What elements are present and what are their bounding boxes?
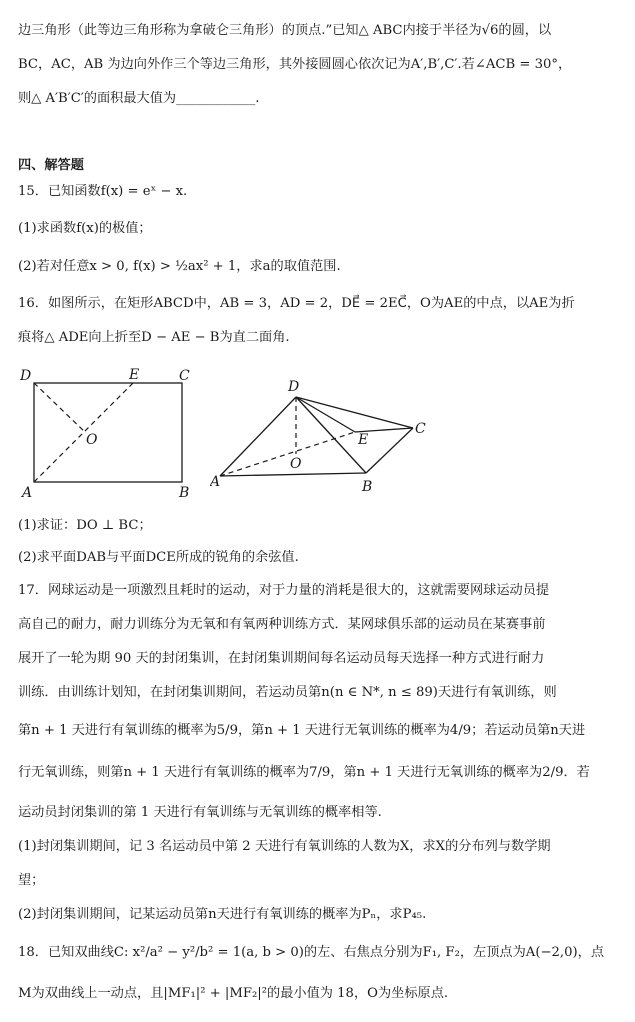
question-17-stem: 17．网球运动是一项激烈且耗时的运动，对于力量的消耗是很大的，这就需要网球运动员提 [18, 583, 550, 598]
rectangle-figure [16, 366, 206, 501]
folded-solid-figure [210, 370, 435, 500]
question-17-stem-cont: 行无氧训练，则第n + 1 天进行有氧训练的概率为7/9，第n + 1 天进行无氧训练的概率为2/9．若 [18, 765, 590, 780]
question-16-stem: 16．如图所示，在矩形ABCD中，AB = 3，AD = 2，DE⃗ = 2EC⃗，O为AE的中点，以AE为折 [18, 296, 575, 311]
segment-ae [220, 432, 355, 476]
label-b: B [362, 479, 373, 495]
question-17-stem-cont: 运动员封闭集训的第 1 天进行有氧训练与无氧训练的概率相等. [18, 805, 382, 820]
label-c: C [415, 421, 426, 437]
question-17-stem-cont: 高自己的耐力，耐力训练分为无氧和有氧两种训练方式．某网球俱乐部的运动员在某赛事前 [18, 617, 546, 632]
question-16-stem-cont: 痕将△ ADE向上折至D − AE − B为直二面角. [18, 330, 290, 345]
label-b: B [179, 485, 190, 501]
question-17-part-2: (2)封闭集训期间，记某运动员第n天进行有氧训练的概率为Pₙ，求P₄₅. [18, 907, 427, 922]
label-e: E [129, 367, 140, 383]
label-d: D [20, 368, 32, 384]
label-e: E [358, 432, 369, 448]
label-c: C [179, 368, 190, 384]
edge-ab [220, 473, 366, 476]
label-a: A [22, 485, 33, 501]
label-o: O [86, 432, 98, 448]
section-heading: 四、解答题 [18, 158, 84, 173]
question-16-part-2: (2)求平面DAB与平面DCE所成的锐角的余弦值. [18, 550, 299, 565]
edge-bc [366, 428, 413, 473]
edge-dc [296, 397, 413, 428]
text-line: 边三角形（此等边三角形称为拿破仑三角形）的顶点.”已知△ ABC内接于半径为√6的圆，以 [18, 23, 552, 38]
question-16-part-1: (1)求证：DO ⊥ BC； [18, 518, 152, 533]
label-a: A [210, 474, 221, 490]
segment-do [34, 383, 86, 433]
question-18-stem-cont: M为双曲线上一动点，且|MF₁|² + |MF₂|²的最小值为 18，O为坐标原点. [18, 986, 449, 1001]
question-15-part-2: (2)若对任意x > 0, f(x) > ½ax² + 1，求a的取值范围. [18, 259, 341, 274]
edge-db [296, 397, 369, 473]
question-17-stem-cont: 训练．由训练计划知，在封闭集训期间，若运动员第n(n ∈ N*, n ≤ 89)天进行有氧训练，则 [18, 685, 557, 700]
label-o: O [290, 456, 302, 472]
label-d: D [288, 379, 300, 395]
question-17-stem-cont: 展开了一轮为期 90 天的封闭集训，在封闭集训期间每名运动员每天选择一种方式进行耐力 [18, 651, 545, 666]
question-17-stem-cont: 第n + 1 天进行有氧训练的概率为5/9，第n + 1 天进行无氧训练的概率为4/9；若运动员第n天进 [18, 723, 586, 738]
question-15-part-1: (1)求函数f(x)的极值； [18, 221, 152, 236]
text-line: BC，AC，AB 为边向外作三个等边三角形，其外接圆圆心依次记为A′,B′,C′.若∠ACB = 30°， [18, 57, 572, 72]
edge-de [296, 397, 355, 432]
question-17-part-1: (1)封闭集训期间，记 3 名运动员中第 2 天进行有氧训练的人数为X，求X的分布列与数学期 [18, 839, 551, 854]
question-18-stem: 18．已知双曲线C: x²/a² − y²/b² = 1(a, b > 0)的左、右焦点分别为F₁, F₂，左顶点为A(−2,0)，点 [18, 945, 605, 960]
rectangle-abcd [34, 383, 182, 482]
text-line: 则△ A′B′C′的面积最大值为____________. [18, 91, 260, 106]
question-15-stem: 15．已知函数f(x) = eˣ − x. [18, 184, 188, 199]
question-17-part-1-cont: 望； [18, 873, 45, 888]
